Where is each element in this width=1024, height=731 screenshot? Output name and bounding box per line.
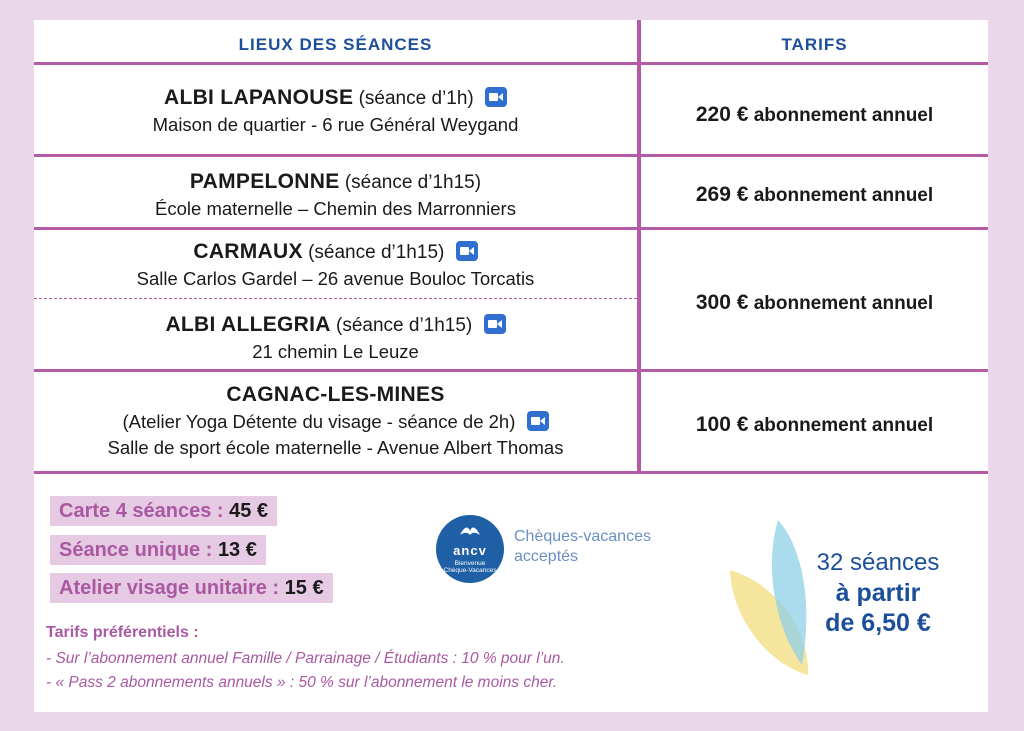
session-duration: (séance d’1h15): [308, 242, 445, 263]
price-label: abonnement annuel: [753, 105, 934, 126]
ancv-logo-word: ancv: [453, 543, 487, 558]
video-camera-icon: [485, 87, 507, 107]
location-row-carmaux: [34, 240, 637, 290]
divider: [34, 471, 988, 474]
offer-block: [796, 548, 960, 638]
extra-tariff-label: Atelier visage unitaire :: [59, 577, 285, 599]
extra-tariff-single: [50, 535, 266, 565]
extra-tariff-amount: 45 €: [229, 500, 269, 522]
divider: [34, 62, 988, 65]
location-name: ALBI LAPANOUSE: [163, 86, 354, 109]
table-header: [34, 20, 988, 64]
divider: [34, 154, 988, 157]
price-amount: 100 €: [695, 413, 749, 436]
location-row-albi-allegria: [34, 313, 637, 363]
column-divider: [637, 20, 641, 474]
price-label: abonnement annuel: [753, 185, 934, 206]
session-duration: (séance d’1h15): [336, 315, 473, 336]
location-address: École maternelle – Chemin des Marronniers: [155, 198, 516, 219]
session-duration: (séance d’1h): [358, 88, 474, 109]
divider: [34, 369, 988, 372]
preferential-title: Tarifs préférentiels :: [46, 624, 199, 641]
bird-icon: [458, 523, 482, 541]
ancv-logo-subtext: Bienvenue: [454, 560, 486, 567]
price-albi-lapanouse: [641, 103, 988, 127]
extra-tariff-amount: 15 €: [284, 577, 324, 599]
cheques-caption-line: Chèques-vacances: [514, 528, 651, 545]
offer-line: de 6,50 €: [825, 609, 931, 637]
location-name: CAGNAC-LES-MINES: [226, 383, 445, 406]
location-address: Salle Carlos Gardel – 26 avenue Bouloc Torcatis: [136, 268, 535, 289]
cheques-vacances-caption: [514, 527, 651, 567]
location-row-albi-lapanouse: [34, 86, 637, 136]
price-label: abonnement annuel: [753, 293, 934, 314]
location-name: PAMPELONNE: [189, 170, 340, 193]
dashed-divider: [34, 298, 637, 299]
ancv-logo: [436, 515, 504, 583]
location-name: CARMAUX: [193, 240, 303, 263]
price-cagnac-les-mines: [641, 413, 988, 437]
preferential-line: - « Pass 2 abonnements annuels » : 50 % sur l’abonnement le moins cher.: [46, 674, 558, 691]
price-pampelonne: [641, 183, 988, 207]
session-duration: (Atelier Yoga Détente du visage - séance de 2h): [122, 411, 516, 432]
video-camera-icon: [527, 411, 549, 431]
ancv-logo-subtext: Chèque-Vacances: [443, 567, 497, 574]
header-prices: TARIFS: [781, 35, 848, 54]
session-duration: (séance d’1h15): [344, 172, 482, 193]
video-camera-icon: [456, 241, 478, 261]
location-row-cagnac-les-mines: [34, 383, 637, 459]
price-label: abonnement annuel: [753, 415, 934, 436]
location-address: Salle de sport école maternelle - Avenue Albert Thomas: [107, 437, 564, 458]
extra-tariff-label: Carte 4 séances :: [59, 500, 230, 522]
extra-tariff-face-workshop: [50, 573, 333, 603]
video-camera-icon: [484, 314, 506, 334]
offer-line: 32 séances: [816, 549, 940, 576]
header-locations: LIEUX DES SÉANCES: [238, 35, 433, 54]
location-row-pampelonne: [34, 170, 637, 220]
offer-line: à partir: [835, 579, 921, 607]
extra-tariff-card-4: [50, 496, 277, 526]
price-amount: 220 €: [695, 103, 749, 126]
location-address: 21 chemin Le Leuze: [252, 341, 419, 362]
location-name: ALBI ALLEGRIA: [165, 313, 331, 336]
extra-tariff-amount: 13 €: [217, 539, 257, 561]
extra-tariff-label: Séance unique :: [59, 539, 218, 561]
price-amount: 300 €: [695, 291, 749, 314]
price-amount: 269 €: [695, 183, 749, 206]
location-address: Maison de quartier - 6 rue Général Weygand: [152, 114, 519, 135]
price-carmaux-albi-allegria: [641, 291, 988, 315]
cheques-caption-line: acceptés: [514, 548, 579, 565]
preferential-line: - Sur l’abonnement annuel Famille / Parrainage / Étudiants : 10 % pour l’un.: [46, 650, 565, 667]
divider: [34, 227, 988, 230]
